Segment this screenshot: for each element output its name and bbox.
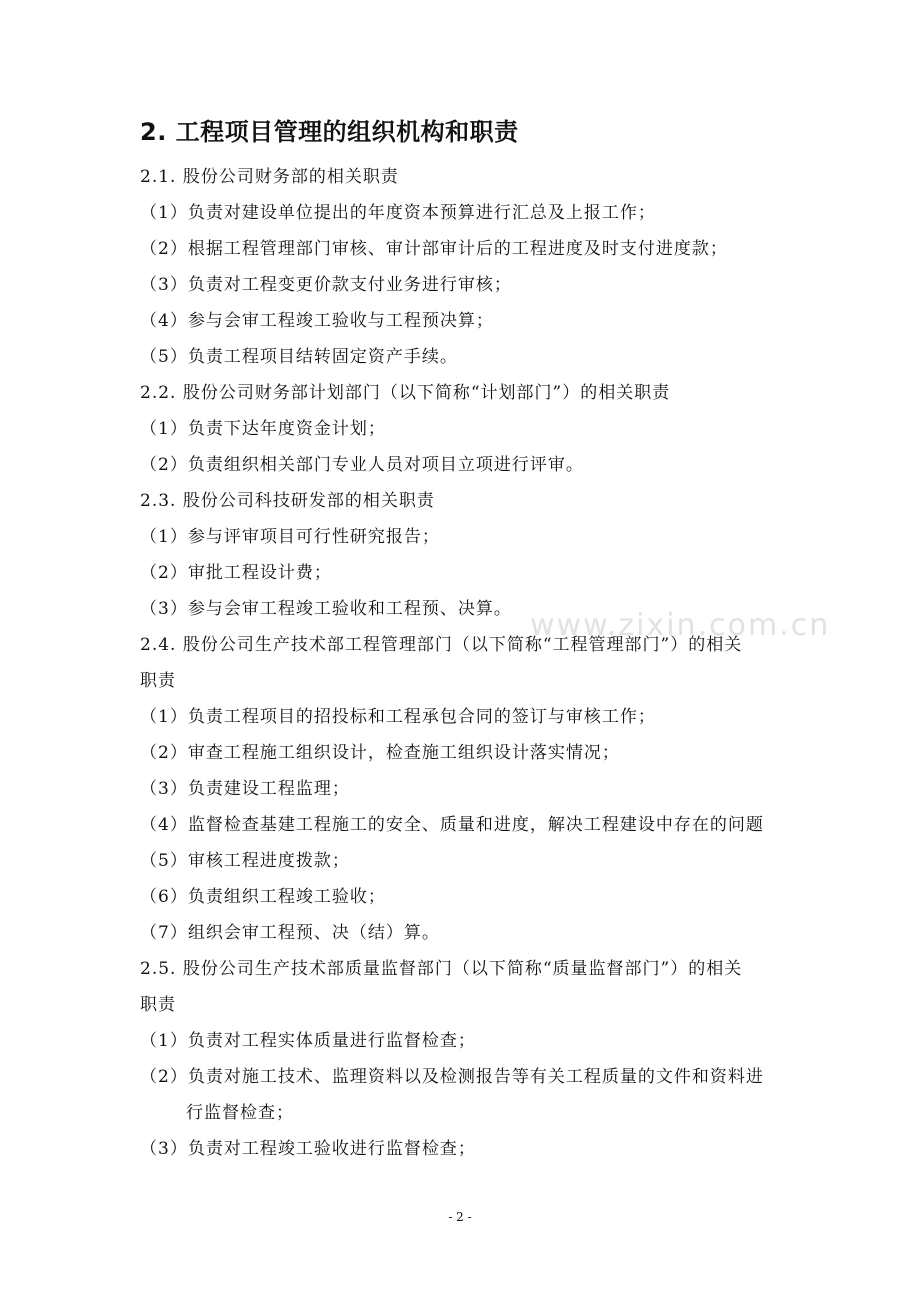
- list-item: （5）负责工程项目结转固定资产手续。: [140, 347, 458, 367]
- list-item: （1）参与评审项目可行性研究报告；: [140, 527, 440, 547]
- section-heading: 2. 工程项目管理的组织机构和职责: [140, 118, 519, 146]
- list-item: （2）审批工程设计费；: [140, 563, 332, 583]
- list-item: （2）负责组织相关部门专业人员对项目立项进行评审。: [140, 455, 584, 475]
- subsection-title: 2.1. 股份公司财务部的相关职责: [140, 167, 399, 187]
- list-item: （3）负责对工程竣工验收进行监督检查；: [140, 1139, 476, 1159]
- list-item: （2）根据工程管理部门审核、审计部审计后的工程进度及时支付进度款；: [140, 239, 728, 259]
- list-item: （1）负责对建设单位提出的年度资本预算进行汇总及上报工作；: [140, 203, 656, 223]
- subsection-title-continued: 职责: [140, 671, 176, 691]
- list-item: （1）负责下达年度资金计划；: [140, 419, 386, 439]
- list-item: （5）审核工程进度拨款；: [140, 851, 350, 871]
- list-item: （3）负责建设工程监理；: [140, 779, 350, 799]
- list-item: （4）监督检查基建工程施工的安全、质量和进度，解决工程建设中存在的问题: [140, 815, 764, 835]
- page-number: - 2 -: [448, 1210, 472, 1224]
- subsection-title: 2.3. 股份公司科技研发部的相关职责: [140, 491, 435, 511]
- list-item: （1）负责工程项目的招投标和工程承包合同的签订与审核工作；: [140, 707, 656, 727]
- list-item: （2）审查工程施工组织设计，检查施工组织设计落实情况；: [140, 743, 620, 763]
- watermark: www.zixin.com.cn: [530, 608, 831, 643]
- list-item: （4）参与会审工程竣工验收与工程预决算；: [140, 311, 494, 331]
- list-item: （3）参与会审工程竣工验收和工程预、决算。: [140, 599, 512, 619]
- list-item: （2）负责对施工技术、监理资料以及检测报告等有关工程质量的文件和资料进: [140, 1067, 764, 1087]
- list-item: （6）负责组织工程竣工验收；: [140, 887, 386, 907]
- list-item: （7）组织会审工程预、决（结）算。: [140, 923, 440, 943]
- subsection-title-continued: 职责: [140, 995, 176, 1015]
- list-item: （3）负责对工程变更价款支付业务进行审核；: [140, 275, 512, 295]
- subsection-title: 2.5. 股份公司生产技术部质量监督部门（以下简称“质量监督部门”）的相关: [140, 959, 743, 979]
- list-item: （1）负责对工程实体质量进行监督检查；: [140, 1031, 476, 1051]
- subsection-title: 2.2. 股份公司财务部计划部门（以下简称“计划部门”）的相关职责: [140, 383, 671, 403]
- list-item-continued: 行监督检查；: [186, 1103, 294, 1123]
- subsection-title: 2.4. 股份公司生产技术部工程管理部门（以下简称“工程管理部门”）的相关: [140, 635, 743, 655]
